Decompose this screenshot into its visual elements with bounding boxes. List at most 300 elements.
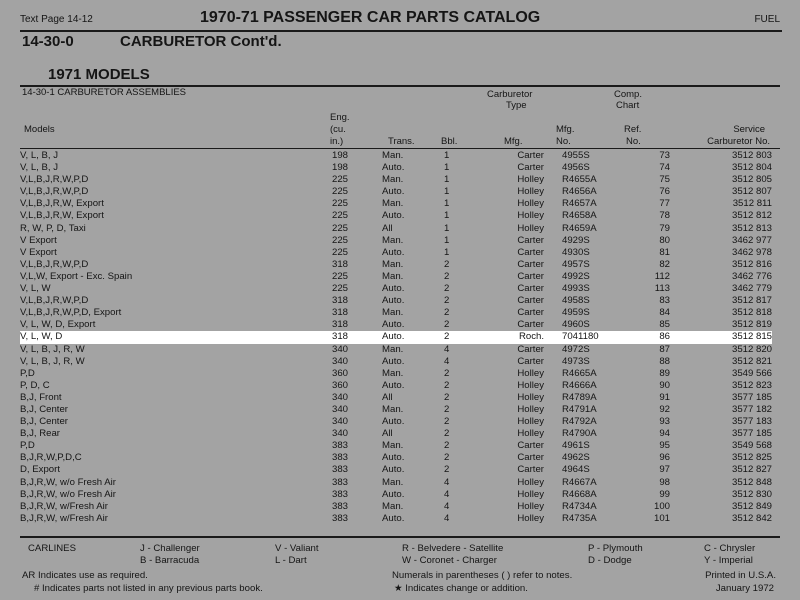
- mfg-cell: Holley: [517, 428, 544, 440]
- bbl-cell: 1: [444, 186, 450, 198]
- mfg-cell: Carter: [517, 343, 544, 355]
- ref-no-cell: 78: [659, 210, 670, 222]
- bbl-cell: 2: [444, 295, 450, 307]
- mfg-no-cell: 4961S: [562, 440, 590, 452]
- bbl-cell: 4: [444, 488, 450, 500]
- mfg-no-cell: R4734A: [562, 500, 597, 512]
- bbl-cell: 2: [444, 391, 450, 403]
- eng-cell: 318: [332, 258, 349, 270]
- eng-cell: 225: [332, 222, 349, 234]
- print-date: January 1972: [715, 583, 774, 594]
- mfg-no-cell: R4789A: [562, 391, 597, 403]
- mfg-cell: Carter: [517, 150, 544, 161]
- service-no-cell: 3512 811: [732, 198, 772, 210]
- table-row: [20, 489, 772, 501]
- ref-no-cell: 86: [659, 331, 670, 343]
- ref-no-cell: 100: [653, 500, 670, 512]
- mfg-cell: Holley: [517, 391, 544, 403]
- model-cell: V,L,B,J,R,W,P,D, Export: [20, 307, 122, 319]
- model-cell: P,D: [20, 367, 35, 379]
- model-cell: B,J,R,W,P,D,C: [20, 452, 82, 464]
- header-rule: [20, 148, 780, 149]
- ref-no-cell: 92: [659, 403, 670, 415]
- bbl-cell: 2: [444, 307, 450, 319]
- mfg-cell: Carter: [517, 355, 544, 367]
- eng-cell: 360: [332, 379, 349, 391]
- table-row: [20, 198, 772, 210]
- service-no-cell: 3577 182: [731, 403, 772, 415]
- eng-cell: 383: [332, 500, 349, 512]
- trans-cell: Auto.: [382, 512, 405, 524]
- table-row: [20, 428, 772, 440]
- table-row: [20, 162, 772, 174]
- trans-cell: All: [382, 391, 393, 403]
- bbl-cell: 4: [444, 500, 450, 512]
- bbl-cell: 1: [444, 222, 450, 234]
- eng-cell: 340: [332, 403, 349, 415]
- model-cell: V,L,W, Export - Exc. Spain: [20, 270, 133, 282]
- col-carb-type-1: Carburetor: [487, 89, 533, 100]
- service-no-cell: 3512 819: [731, 319, 772, 331]
- col-comp-chart-2: Chart: [616, 100, 640, 111]
- trans-cell: All: [382, 428, 393, 440]
- table-row: [20, 501, 772, 513]
- bbl-cell: 2: [444, 428, 450, 440]
- eng-cell: 360: [332, 367, 349, 379]
- service-no-cell: 3512 842: [731, 512, 772, 524]
- ref-no-cell: 96: [659, 452, 670, 464]
- bbl-cell: 2: [444, 440, 450, 452]
- ref-no-cell: 112: [654, 270, 670, 282]
- service-no-cell: 3512 825: [731, 452, 772, 464]
- ref-no-cell: 80: [659, 234, 670, 246]
- service-no-cell: 3512 849: [731, 500, 772, 512]
- mfg-cell: Carter: [517, 464, 544, 476]
- mfg-no-cell: R4792A: [562, 416, 597, 428]
- mfg-no-cell: 4957S: [562, 258, 590, 270]
- model-cell: V,L,B,J,R,W, Export: [20, 198, 104, 210]
- service-no-cell: 3512 848: [731, 476, 772, 488]
- table-row: [20, 477, 772, 489]
- ref-no-cell: 113: [654, 283, 670, 295]
- carline-item: R - Belvedere - Satellite: [402, 543, 504, 554]
- mfg-no-cell: 4992S: [562, 270, 590, 282]
- mfg-no-cell: R4655A: [562, 174, 597, 186]
- mfg-no-cell: R4666A: [562, 379, 597, 391]
- col-bbl: Bbl.: [441, 136, 458, 147]
- model-cell: P, D, C: [20, 379, 50, 391]
- bbl-cell: 2: [444, 270, 450, 282]
- trans-cell: Man.: [382, 500, 404, 512]
- service-no-cell: 3462 779: [731, 283, 772, 295]
- mfg-cell: Holley: [517, 488, 544, 500]
- ref-no-cell: 73: [659, 150, 670, 161]
- model-cell: B,J, Rear: [20, 428, 60, 440]
- eng-cell: 225: [332, 198, 349, 210]
- mfg-cell: Carter: [517, 270, 544, 282]
- category-label: FUEL: [754, 14, 780, 25]
- eng-cell: 340: [332, 391, 349, 403]
- trans-cell: Man.: [382, 403, 404, 415]
- ref-no-cell: 89: [659, 367, 670, 379]
- model-cell: V,L,B,J,R,W, Export: [20, 210, 104, 222]
- carline-item: B - Barracuda: [140, 555, 200, 566]
- service-no-cell: 3512 803: [731, 150, 772, 161]
- model-cell: V, L, B, J: [20, 162, 59, 174]
- numerals-note: Numerals in parentheses ( ) refer to notes.: [392, 570, 573, 581]
- trans-cell: Auto.: [382, 379, 405, 391]
- ref-no-cell: 97: [659, 464, 670, 476]
- bbl-cell: 1: [444, 174, 450, 186]
- bbl-cell: 4: [444, 355, 450, 367]
- mfg-cell: Holley: [517, 416, 544, 428]
- mfg-cell: Holley: [517, 198, 544, 210]
- mfg-cell: Holley: [517, 210, 544, 222]
- bbl-cell: 2: [444, 258, 450, 270]
- model-cell: V, L, W, D, Export: [20, 319, 96, 331]
- ref-no-cell: 88: [659, 355, 670, 367]
- carlines-label: CARLINES: [28, 543, 76, 554]
- mfg-cell: Holley: [517, 174, 544, 186]
- trans-cell: Man.: [382, 476, 404, 488]
- mfg-no-cell: 4956S: [562, 162, 590, 174]
- trans-cell: Auto.: [382, 319, 405, 331]
- service-no-cell: 3512 805: [731, 174, 772, 186]
- models-heading: 1971 MODELS: [48, 66, 150, 83]
- eng-cell: 318: [332, 331, 349, 343]
- eng-cell: 383: [332, 464, 349, 476]
- bbl-cell: 2: [444, 403, 450, 415]
- col-carb-type-2: Type: [506, 100, 527, 111]
- ref-no-cell: 75: [659, 174, 670, 186]
- col-ref-no-2: No.: [626, 136, 641, 147]
- trans-cell: Auto.: [382, 464, 405, 476]
- service-no-cell: 3512 815: [731, 331, 772, 343]
- trans-cell: Auto.: [382, 355, 405, 367]
- carline-item: P - Plymouth: [588, 543, 643, 554]
- model-cell: V, L, B, J, R, W: [20, 343, 85, 355]
- ref-no-cell: 79: [659, 222, 670, 234]
- mfg-cell: Carter: [517, 246, 544, 258]
- trans-cell: Man.: [382, 198, 404, 210]
- table-row: [20, 271, 772, 283]
- trans-cell: Man.: [382, 440, 404, 452]
- mfg-cell: Carter: [517, 283, 544, 295]
- service-no-cell: 3512 830: [731, 488, 772, 500]
- model-cell: B,J, Center: [20, 416, 68, 428]
- eng-cell: 383: [332, 452, 349, 464]
- model-cell: V,L,B,J,R,W,P,D: [20, 186, 89, 198]
- bbl-cell: 2: [444, 319, 450, 331]
- eng-cell: 225: [332, 186, 349, 198]
- trans-cell: Auto.: [382, 331, 405, 343]
- title-rule: [20, 30, 782, 32]
- table-row: [20, 223, 772, 235]
- table-row: [20, 235, 772, 247]
- table-row: [20, 368, 772, 380]
- table-row-highlighted: [20, 331, 772, 343]
- model-cell: B,J,R,W, w/Fresh Air: [20, 500, 108, 512]
- bbl-cell: 2: [444, 283, 450, 295]
- trans-cell: Man.: [382, 234, 404, 246]
- eng-cell: 225: [332, 246, 349, 258]
- mfg-no-cell: R4735A: [562, 512, 597, 524]
- mfg-cell: Holley: [517, 367, 544, 379]
- service-no-cell: 3462 776: [731, 270, 772, 282]
- ref-no-cell: 84: [659, 307, 670, 319]
- eng-cell: 198: [332, 162, 349, 174]
- trans-cell: Auto.: [382, 488, 405, 500]
- mfg-no-cell: 4973S: [562, 355, 590, 367]
- eng-cell: 318: [332, 319, 349, 331]
- trans-cell: Auto.: [382, 210, 405, 222]
- eng-cell: 318: [332, 295, 349, 307]
- col-models: Models: [24, 124, 55, 135]
- carline-item: C - Chrysler: [704, 543, 756, 554]
- table-row: [20, 440, 772, 452]
- ref-no-cell: 93: [659, 416, 670, 428]
- col-mfg: Mfg.: [504, 136, 523, 147]
- ref-no-cell: 85: [659, 319, 670, 331]
- mfg-no-cell: 4929S: [562, 234, 590, 246]
- service-no-cell: 3512 823: [731, 379, 772, 391]
- mfg-no-cell: R4656A: [562, 186, 597, 198]
- mfg-cell: Carter: [517, 234, 544, 246]
- table-row: [20, 295, 772, 307]
- footer-rule: [20, 536, 780, 538]
- section-number: 14-30-0: [22, 33, 74, 50]
- model-cell: B,J,R,W, w/Fresh Air: [20, 512, 108, 524]
- service-no-cell: 3462 977: [731, 234, 772, 246]
- service-no-cell: 3549 566: [731, 367, 772, 379]
- table-row: [20, 392, 772, 404]
- trans-cell: Man.: [382, 150, 404, 161]
- ref-no-cell: 83: [659, 295, 670, 307]
- mfg-cell: Carter: [517, 295, 544, 307]
- eng-cell: 198: [332, 150, 349, 161]
- eng-cell: 340: [332, 416, 349, 428]
- service-no-cell: 3512 827: [731, 464, 772, 476]
- mfg-no-cell: R4790A: [562, 428, 597, 440]
- bbl-cell: 1: [444, 210, 450, 222]
- model-cell: V,L,B,J,R,W,P,D: [20, 295, 89, 307]
- model-cell: V,L,B,J,R,W,P,D: [20, 258, 89, 270]
- service-no-cell: 3577 185: [731, 428, 772, 440]
- trans-cell: Auto.: [382, 295, 405, 307]
- col-eng-3: in.): [330, 136, 344, 147]
- ref-no-cell: 77: [659, 198, 670, 210]
- mfg-cell: Holley: [517, 186, 544, 198]
- mfg-no-cell: R4665A: [562, 367, 597, 379]
- ref-no-cell: 99: [659, 488, 670, 500]
- carline-item: Y - Imperial: [704, 555, 753, 566]
- bbl-cell: 2: [444, 416, 450, 428]
- table-row: [20, 319, 772, 331]
- table-row: [20, 210, 772, 222]
- mfg-no-cell: 4972S: [562, 343, 590, 355]
- eng-cell: 383: [332, 512, 349, 524]
- bbl-cell: 1: [444, 198, 450, 210]
- service-no-cell: 3512 817: [731, 295, 772, 307]
- mfg-no-cell: R4659A: [562, 222, 597, 234]
- table-row: [20, 174, 772, 186]
- mfg-no-cell: 4960S: [562, 319, 590, 331]
- col-eng-1: Eng.: [330, 112, 350, 123]
- catalog-title: 1970-71 PASSENGER CAR PARTS CATALOG: [200, 9, 541, 26]
- carline-item: J - Challenger: [140, 543, 200, 554]
- mfg-cell: Carter: [517, 162, 544, 174]
- table-row: [20, 452, 772, 464]
- eng-cell: 225: [332, 270, 349, 282]
- model-cell: V, L, W: [20, 283, 51, 295]
- model-cell: V Export: [20, 234, 57, 246]
- mfg-no-cell: 4955S: [562, 150, 590, 161]
- mfg-no-cell: 4958S: [562, 295, 590, 307]
- hash-note: # Indicates parts not listed in any previous parts book.: [34, 583, 263, 594]
- service-no-cell: 3512 812: [731, 210, 772, 222]
- ref-no-cell: 91: [659, 391, 670, 403]
- ref-no-cell: 95: [659, 440, 670, 452]
- model-cell: B,J,R,W, w/o Fresh Air: [20, 488, 116, 500]
- mfg-cell: Holley: [517, 512, 544, 524]
- trans-cell: Auto.: [382, 162, 405, 174]
- trans-cell: Man.: [382, 258, 404, 270]
- service-no-cell: 3512 818: [731, 307, 772, 319]
- mfg-cell: Holley: [517, 403, 544, 415]
- mfg-no-cell: R4668A: [562, 488, 597, 500]
- table-row: [20, 283, 772, 295]
- table-row: [20, 513, 772, 525]
- mfg-no-cell: 4962S: [562, 452, 590, 464]
- bbl-cell: 4: [444, 476, 450, 488]
- mfg-cell: Carter: [517, 307, 544, 319]
- mfg-cell: Carter: [517, 440, 544, 452]
- bbl-cell: 1: [444, 246, 450, 258]
- trans-cell: Man.: [382, 343, 404, 355]
- col-ref-no-1: Ref.: [624, 124, 642, 135]
- ref-no-cell: 74: [659, 162, 670, 174]
- eng-cell: 340: [332, 355, 349, 367]
- carburetor-table: [20, 150, 772, 525]
- service-no-cell: 3512 820: [731, 343, 772, 355]
- trans-cell: Man.: [382, 270, 404, 282]
- ref-no-cell: 76: [659, 186, 670, 198]
- col-service-2: Carburetor No.: [707, 136, 770, 147]
- ref-no-cell: 101: [653, 512, 670, 524]
- trans-cell: Auto.: [382, 452, 405, 464]
- mfg-no-cell: 7041180: [562, 331, 599, 343]
- section-title: CARBURETOR Cont'd.: [120, 33, 282, 50]
- mfg-no-cell: 4993S: [562, 283, 590, 295]
- trans-cell: All: [382, 222, 393, 234]
- table-row: [20, 416, 772, 428]
- subsection-label: 14-30-1 CARBURETOR ASSEMBLIES: [22, 87, 187, 98]
- model-cell: B,J, Center: [20, 403, 68, 415]
- mfg-no-cell: 4959S: [562, 307, 590, 319]
- eng-cell: 225: [332, 174, 349, 186]
- ar-note: AR Indicates use as required.: [22, 570, 148, 581]
- col-service-1: Service: [733, 124, 765, 135]
- trans-cell: Man.: [382, 367, 404, 379]
- carline-item: L - Dart: [275, 555, 307, 566]
- trans-cell: Auto.: [382, 283, 405, 295]
- model-cell: B,J, Front: [20, 391, 62, 403]
- table-row: [20, 247, 772, 259]
- table-row: [20, 356, 772, 368]
- bbl-cell: 2: [444, 331, 450, 343]
- model-cell: V Export: [20, 246, 57, 258]
- eng-cell: 225: [332, 234, 349, 246]
- table-row: [20, 380, 772, 392]
- mfg-no-cell: R4791A: [562, 403, 597, 415]
- mfg-no-cell: R4667A: [562, 476, 597, 488]
- mfg-cell: Holley: [517, 222, 544, 234]
- eng-cell: 225: [332, 210, 349, 222]
- table-row: [20, 404, 772, 416]
- col-eng-2: (cu.: [330, 124, 346, 135]
- model-cell: D, Export: [20, 464, 60, 476]
- ref-no-cell: 94: [659, 428, 670, 440]
- trans-cell: Man.: [382, 307, 404, 319]
- trans-cell: Auto.: [382, 186, 405, 198]
- ref-no-cell: 82: [659, 258, 670, 270]
- mfg-cell: Holley: [517, 379, 544, 391]
- carline-item: D - Dodge: [588, 555, 632, 566]
- mfg-cell: Carter: [517, 452, 544, 464]
- service-no-cell: 3512 804: [731, 162, 772, 174]
- bbl-cell: 2: [444, 379, 450, 391]
- table-row: [20, 307, 772, 319]
- model-cell: B,J,R,W, w/o Fresh Air: [20, 476, 116, 488]
- bbl-cell: 2: [444, 464, 450, 476]
- col-mfg-no-1: Mfg.: [556, 124, 575, 135]
- bbl-cell: 2: [444, 367, 450, 379]
- trans-cell: Auto.: [382, 246, 405, 258]
- service-no-cell: 3512 816: [731, 258, 772, 270]
- service-no-cell: 3549 568: [731, 440, 772, 452]
- mfg-cell: Carter: [517, 258, 544, 270]
- model-cell: R, W, P, D, Taxi: [20, 222, 86, 234]
- model-cell: V, L, W, D: [20, 331, 63, 343]
- model-cell: V, L, B, J, R, W: [20, 355, 85, 367]
- service-no-cell: 3512 821: [731, 355, 772, 367]
- text-page-label: Text Page 14-12: [20, 14, 93, 25]
- carline-item: V - Valiant: [275, 543, 319, 554]
- bbl-cell: 2: [444, 452, 450, 464]
- bbl-cell: 1: [444, 150, 450, 161]
- ref-no-cell: 90: [659, 379, 670, 391]
- eng-cell: 383: [332, 488, 349, 500]
- model-cell: V, L, B, J: [20, 150, 59, 161]
- eng-cell: 383: [332, 440, 349, 452]
- trans-cell: Auto.: [382, 416, 405, 428]
- eng-cell: 383: [332, 476, 349, 488]
- eng-cell: 225: [332, 283, 349, 295]
- eng-cell: 340: [332, 343, 349, 355]
- ref-no-cell: 87: [659, 343, 670, 355]
- service-no-cell: 3512 807: [731, 186, 772, 198]
- table-row: [20, 344, 772, 356]
- mfg-no-cell: R4657A: [562, 198, 597, 210]
- eng-cell: 340: [332, 428, 349, 440]
- mfg-cell: Holley: [517, 476, 544, 488]
- table-row: [20, 150, 772, 162]
- star-note: ★ Indicates change or addition.: [394, 583, 528, 594]
- bbl-cell: 1: [444, 162, 450, 174]
- service-no-cell: 3462 978: [731, 246, 772, 258]
- ref-no-cell: 98: [659, 476, 670, 488]
- printed-note: Printed in U.S.A.: [705, 570, 776, 581]
